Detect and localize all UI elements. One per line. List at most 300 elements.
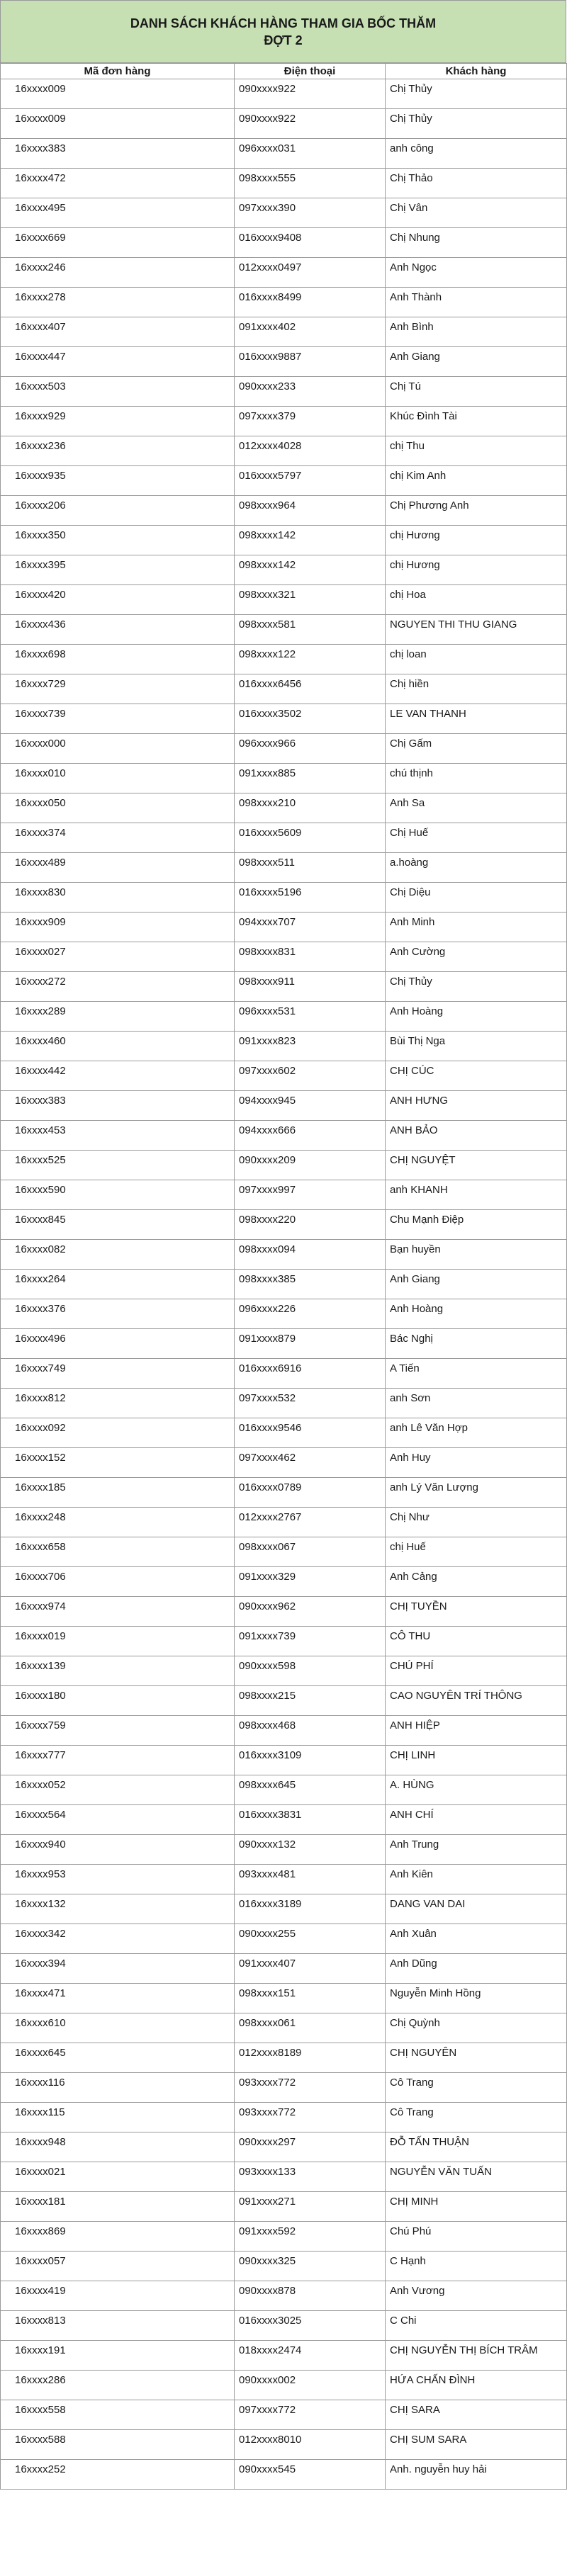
order-code-cell[interactable]: 16xxxx830	[1, 883, 235, 913]
customer-name-cell[interactable]: NGUYEN THI THU GIANG	[386, 615, 567, 645]
customer-name-cell[interactable]: chị Huế	[386, 1537, 567, 1567]
table-row	[1, 288, 567, 317]
order-code-cell[interactable]: 16xxxx009	[1, 79, 235, 109]
customer-table	[0, 63, 567, 2490]
customer-name-cell[interactable]: Chị Thủy	[386, 972, 567, 1002]
table-row	[1, 1002, 567, 1032]
table-body	[1, 79, 567, 2490]
phone-cell[interactable]: 097xxxx462	[235, 1448, 386, 1478]
order-code-cell[interactable]: 16xxxx442	[1, 1061, 235, 1091]
phone-cell[interactable]: 091xxxx879	[235, 1329, 386, 1359]
customer-name-cell[interactable]: Cô Trang	[386, 2073, 567, 2103]
header-phone: Điện thoại	[235, 64, 386, 79]
phone-cell[interactable]: 096xxxx226	[235, 1299, 386, 1329]
phone-cell[interactable]: 016xxxx9546	[235, 1418, 386, 1448]
customer-name-cell[interactable]: Chị Phương Anh	[386, 496, 567, 526]
customer-name-cell[interactable]: chị Thu	[386, 436, 567, 466]
phone-cell[interactable]: 090xxxx922	[235, 109, 386, 139]
order-code-cell[interactable]: 16xxxx948	[1, 2132, 235, 2162]
order-code-cell[interactable]: 16xxxx021	[1, 2162, 235, 2192]
header-order-code: Mã đơn hàng	[1, 64, 235, 79]
order-code-cell[interactable]: 16xxxx027	[1, 942, 235, 972]
phone-cell[interactable]: 012xxxx2767	[235, 1508, 386, 1537]
customer-name-cell[interactable]: CHỊ MINH	[386, 2192, 567, 2222]
customer-name-cell[interactable]: Anh Cường	[386, 942, 567, 972]
customer-name-cell[interactable]: Anh Trung	[386, 1835, 567, 1865]
table-row	[1, 1686, 567, 1716]
order-code-cell[interactable]: 16xxxx564	[1, 1805, 235, 1835]
order-code-cell[interactable]: 16xxxx236	[1, 436, 235, 466]
order-code-cell[interactable]: 16xxxx376	[1, 1299, 235, 1329]
phone-cell[interactable]: 012xxxx4028	[235, 436, 386, 466]
customer-name-cell[interactable]: Cô Trang	[386, 2103, 567, 2132]
order-code-cell[interactable]: 16xxxx052	[1, 1775, 235, 1805]
order-code-cell[interactable]: 16xxxx278	[1, 288, 235, 317]
customer-name-cell[interactable]: LE VAN THANH	[386, 704, 567, 734]
customer-name-cell[interactable]: A. HÙNG	[386, 1775, 567, 1805]
order-code-cell[interactable]: 16xxxx272	[1, 972, 235, 1002]
customer-name-cell[interactable]: Chị Diệu	[386, 883, 567, 913]
table-row	[1, 1954, 567, 1984]
order-code-cell[interactable]: 16xxxx558	[1, 2400, 235, 2430]
customer-name-cell[interactable]: ANH HIỆP	[386, 1716, 567, 1746]
phone-cell[interactable]: 098xxxx468	[235, 1716, 386, 1746]
customer-name-cell[interactable]: A Tiến	[386, 1359, 567, 1389]
table-row	[1, 347, 567, 377]
table-row	[1, 2400, 567, 2430]
table-row	[1, 1032, 567, 1061]
customer-name-cell[interactable]: Chị Thủy	[386, 109, 567, 139]
table-row	[1, 2132, 567, 2162]
table-row	[1, 2192, 567, 2222]
table-row	[1, 1984, 567, 2013]
customer-name-cell[interactable]: anh KHANH	[386, 1180, 567, 1210]
phone-cell[interactable]: 093xxxx133	[235, 2162, 386, 2192]
table-row	[1, 1894, 567, 1924]
phone-cell[interactable]: 090xxxx132	[235, 1835, 386, 1865]
table-row	[1, 2430, 567, 2460]
order-code-cell[interactable]: 16xxxx495	[1, 198, 235, 228]
customer-name-cell[interactable]: C Chi	[386, 2311, 567, 2341]
phone-cell[interactable]: 016xxxx5609	[235, 823, 386, 853]
phone-cell[interactable]: 090xxxx922	[235, 79, 386, 109]
order-code-cell[interactable]: 16xxxx590	[1, 1180, 235, 1210]
phone-cell[interactable]: 098xxxx215	[235, 1686, 386, 1716]
customer-name-cell[interactable]: Chú Phú	[386, 2222, 567, 2252]
order-code-cell[interactable]: 16xxxx460	[1, 1032, 235, 1061]
customer-name-cell[interactable]: Chị Thảo	[386, 169, 567, 198]
phone-cell[interactable]: 096xxxx966	[235, 734, 386, 764]
phone-cell[interactable]: 091xxxx885	[235, 764, 386, 793]
order-code-cell[interactable]: 16xxxx264	[1, 1270, 235, 1299]
table-row	[1, 1270, 567, 1299]
order-code-cell[interactable]: 16xxxx394	[1, 1954, 235, 1984]
header-customer: Khách hàng	[386, 64, 567, 79]
phone-cell[interactable]: 091xxxx271	[235, 2192, 386, 2222]
customer-name-cell[interactable]: ĐỖ TẤN THUẬN	[386, 2132, 567, 2162]
customer-name-cell[interactable]: ANH HƯNG	[386, 1091, 567, 1121]
customer-name-cell[interactable]: Chị hiền	[386, 674, 567, 704]
title-line-2: ĐỢT 2	[264, 33, 303, 47]
header-row	[1, 64, 567, 79]
order-code-cell[interactable]: 16xxxx472	[1, 169, 235, 198]
phone-cell[interactable]: 012xxxx0497	[235, 258, 386, 288]
phone-cell[interactable]: 090xxxx545	[235, 2460, 386, 2490]
customer-name-cell[interactable]: CHỊ NGUYÊN	[386, 2043, 567, 2073]
order-code-cell[interactable]: 16xxxx009	[1, 109, 235, 139]
phone-cell[interactable]: 016xxxx6916	[235, 1359, 386, 1389]
table-row	[1, 2252, 567, 2281]
order-code-cell[interactable]: 16xxxx139	[1, 1656, 235, 1686]
phone-cell[interactable]: 016xxxx5196	[235, 883, 386, 913]
order-code-cell[interactable]: 16xxxx729	[1, 674, 235, 704]
customer-name-cell[interactable]: chị loan	[386, 645, 567, 674]
order-code-cell[interactable]: 16xxxx658	[1, 1537, 235, 1567]
order-code-cell[interactable]: 16xxxx436	[1, 615, 235, 645]
phone-cell[interactable]: 090xxxx878	[235, 2281, 386, 2311]
customer-name-cell[interactable]: CHỊ TUYỀN	[386, 1597, 567, 1627]
phone-cell[interactable]: 090xxxx002	[235, 2371, 386, 2400]
phone-cell[interactable]: 016xxxx0789	[235, 1478, 386, 1508]
table-row	[1, 258, 567, 288]
order-code-cell[interactable]: 16xxxx248	[1, 1508, 235, 1537]
phone-cell[interactable]: 098xxxx094	[235, 1240, 386, 1270]
table-row	[1, 317, 567, 347]
order-code-cell[interactable]: 16xxxx019	[1, 1627, 235, 1656]
phone-cell[interactable]: 090xxxx209	[235, 1151, 386, 1180]
customer-name-cell[interactable]: chị Hoa	[386, 585, 567, 615]
customer-name-cell[interactable]: CÔ THU	[386, 1627, 567, 1656]
customer-name-cell[interactable]: CHỊ NGUYỆT	[386, 1151, 567, 1180]
customer-name-cell[interactable]: Chị Nhung	[386, 228, 567, 258]
customer-name-cell[interactable]: Anh Giang	[386, 1270, 567, 1299]
customer-name-cell[interactable]: Anh Cảng	[386, 1567, 567, 1597]
customer-name-cell[interactable]: C Hạnh	[386, 2252, 567, 2281]
phone-cell[interactable]: 091xxxx407	[235, 1954, 386, 1984]
phone-cell[interactable]: 096xxxx531	[235, 1002, 386, 1032]
table-row	[1, 466, 567, 496]
phone-cell[interactable]: 016xxxx9887	[235, 347, 386, 377]
order-code-cell[interactable]: 16xxxx588	[1, 2430, 235, 2460]
phone-cell[interactable]: 098xxxx511	[235, 853, 386, 883]
customer-name-cell[interactable]: Bạn huyền	[386, 1240, 567, 1270]
customer-name-cell[interactable]: chị Hương	[386, 555, 567, 585]
order-code-cell[interactable]: 16xxxx252	[1, 2460, 235, 2490]
table-row	[1, 1508, 567, 1537]
table-row	[1, 1924, 567, 1954]
customer-name-cell[interactable]: anh Sơn	[386, 1389, 567, 1418]
customer-name-cell[interactable]: chị Hương	[386, 526, 567, 555]
table-row	[1, 1567, 567, 1597]
customer-name-cell[interactable]: CHÚ PHÍ	[386, 1656, 567, 1686]
order-code-cell[interactable]: 16xxxx180	[1, 1686, 235, 1716]
phone-cell[interactable]: 098xxxx151	[235, 1984, 386, 2013]
order-code-cell[interactable]: 16xxxx181	[1, 2192, 235, 2222]
phone-cell[interactable]: 097xxxx602	[235, 1061, 386, 1091]
customer-name-cell[interactable]: Chị Quỳnh	[386, 2013, 567, 2043]
table-row	[1, 972, 567, 1002]
order-code-cell[interactable]: 16xxxx057	[1, 2252, 235, 2281]
customer-name-cell[interactable]: CAO NGUYÊN TRÍ THÔNG	[386, 1686, 567, 1716]
customer-name-cell[interactable]: CHỊ NGUYỄN THỊ BÍCH TRÂM	[386, 2341, 567, 2371]
order-code-cell[interactable]: 16xxxx739	[1, 704, 235, 734]
order-code-cell[interactable]: 16xxxx350	[1, 526, 235, 555]
phone-cell[interactable]: 091xxxx329	[235, 1567, 386, 1597]
phone-cell[interactable]: 016xxxx3502	[235, 704, 386, 734]
customer-name-cell[interactable]: anh công	[386, 139, 567, 169]
table-row	[1, 1537, 567, 1567]
customer-name-cell[interactable]: DANG VAN DAI	[386, 1894, 567, 1924]
table-row	[1, 2073, 567, 2103]
table-row	[1, 1121, 567, 1151]
customer-name-cell[interactable]: Anh Thành	[386, 288, 567, 317]
order-code-cell[interactable]: 16xxxx116	[1, 2073, 235, 2103]
order-code-cell[interactable]: 16xxxx185	[1, 1478, 235, 1508]
customer-name-cell[interactable]: ANH BẢO	[386, 1121, 567, 1151]
table-row	[1, 2460, 567, 2490]
customer-name-cell[interactable]: Anh Dũng	[386, 1954, 567, 1984]
order-code-cell[interactable]: 16xxxx496	[1, 1329, 235, 1359]
phone-cell[interactable]: 097xxxx379	[235, 407, 386, 436]
customer-name-cell[interactable]: Chị Tú	[386, 377, 567, 407]
order-code-cell[interactable]: 16xxxx669	[1, 228, 235, 258]
table-row	[1, 1240, 567, 1270]
phone-cell[interactable]: 090xxxx598	[235, 1656, 386, 1686]
customer-name-cell[interactable]: HỨA CHẤN ĐÌNH	[386, 2371, 567, 2400]
table-row	[1, 1061, 567, 1091]
order-code-cell[interactable]: 16xxxx206	[1, 496, 235, 526]
customer-name-cell[interactable]: Chị Thủy	[386, 79, 567, 109]
order-code-cell[interactable]: 16xxxx940	[1, 1835, 235, 1865]
table-row	[1, 79, 567, 109]
order-code-cell[interactable]: 16xxxx525	[1, 1151, 235, 1180]
phone-cell[interactable]: 090xxxx233	[235, 377, 386, 407]
customer-name-cell[interactable]: chú thịnh	[386, 764, 567, 793]
customer-name-cell[interactable]: Bùi Thị Nga	[386, 1032, 567, 1061]
table-row	[1, 139, 567, 169]
phone-cell[interactable]: 016xxxx3025	[235, 2311, 386, 2341]
table-row	[1, 1299, 567, 1329]
table-row	[1, 942, 567, 972]
order-code-cell[interactable]: 16xxxx503	[1, 377, 235, 407]
table-row	[1, 496, 567, 526]
table-row	[1, 1656, 567, 1686]
order-code-cell[interactable]: 16xxxx010	[1, 764, 235, 793]
phone-cell[interactable]: 098xxxx911	[235, 972, 386, 1002]
order-code-cell[interactable]: 16xxxx050	[1, 793, 235, 823]
customer-name-cell[interactable]: NGUYỄN VĂN TUẤN	[386, 2162, 567, 2192]
customer-name-cell[interactable]: Chu Mạnh Điệp	[386, 1210, 567, 1240]
phone-cell[interactable]: 093xxxx481	[235, 1865, 386, 1894]
order-code-cell[interactable]: 16xxxx407	[1, 317, 235, 347]
order-code-cell[interactable]: 16xxxx974	[1, 1597, 235, 1627]
table-row	[1, 2222, 567, 2252]
phone-cell[interactable]: 098xxxx964	[235, 496, 386, 526]
order-code-cell[interactable]: 16xxxx610	[1, 2013, 235, 2043]
table-row	[1, 2162, 567, 2192]
order-code-cell[interactable]: 16xxxx909	[1, 913, 235, 942]
order-code-cell[interactable]: 16xxxx132	[1, 1894, 235, 1924]
phone-cell[interactable]: 098xxxx142	[235, 526, 386, 555]
table-row	[1, 1775, 567, 1805]
table-row	[1, 1597, 567, 1627]
table-row	[1, 1478, 567, 1508]
table-row	[1, 407, 567, 436]
phone-cell[interactable]: 091xxxx402	[235, 317, 386, 347]
phone-cell[interactable]: 098xxxx321	[235, 585, 386, 615]
order-code-cell[interactable]: 16xxxx845	[1, 1210, 235, 1240]
customer-name-cell[interactable]: Anh Minh	[386, 913, 567, 942]
phone-cell[interactable]: 098xxxx067	[235, 1537, 386, 1567]
phone-cell[interactable]: 096xxxx031	[235, 139, 386, 169]
customer-name-cell[interactable]: Chị Huế	[386, 823, 567, 853]
phone-cell[interactable]: 091xxxx592	[235, 2222, 386, 2252]
customer-name-cell[interactable]: CHỊ SUM SARA	[386, 2430, 567, 2460]
order-code-cell[interactable]: 16xxxx000	[1, 734, 235, 764]
customer-name-cell[interactable]: Bác Nghị	[386, 1329, 567, 1359]
order-code-cell[interactable]: 16xxxx447	[1, 347, 235, 377]
customer-name-cell[interactable]: anh Lê Văn Hợp	[386, 1418, 567, 1448]
order-code-cell[interactable]: 16xxxx374	[1, 823, 235, 853]
order-code-cell[interactable]: 16xxxx383	[1, 1091, 235, 1121]
order-code-cell[interactable]: 16xxxx698	[1, 645, 235, 674]
phone-cell[interactable]: 094xxxx707	[235, 913, 386, 942]
order-code-cell[interactable]: 16xxxx759	[1, 1716, 235, 1746]
customer-name-cell[interactable]: Chị Gấm	[386, 734, 567, 764]
phone-cell[interactable]: 097xxxx772	[235, 2400, 386, 2430]
customer-name-cell[interactable]: Anh Huy	[386, 1448, 567, 1478]
table-row	[1, 645, 567, 674]
phone-cell[interactable]: 016xxxx6456	[235, 674, 386, 704]
phone-cell[interactable]: 097xxxx532	[235, 1389, 386, 1418]
order-code-cell[interactable]: 16xxxx777	[1, 1746, 235, 1775]
order-code-cell[interactable]: 16xxxx471	[1, 1984, 235, 2013]
phone-cell[interactable]: 098xxxx122	[235, 645, 386, 674]
phone-cell[interactable]: 097xxxx997	[235, 1180, 386, 1210]
phone-cell[interactable]: 090xxxx962	[235, 1597, 386, 1627]
customer-name-cell[interactable]: Anh Bình	[386, 317, 567, 347]
customer-name-cell[interactable]: Chị Vân	[386, 198, 567, 228]
table-row	[1, 2371, 567, 2400]
phone-cell[interactable]: 094xxxx945	[235, 1091, 386, 1121]
table-row	[1, 853, 567, 883]
phone-cell[interactable]: 090xxxx255	[235, 1924, 386, 1954]
phone-cell[interactable]: 016xxxx3189	[235, 1894, 386, 1924]
phone-cell[interactable]: 016xxxx5797	[235, 466, 386, 496]
order-code-cell[interactable]: 16xxxx645	[1, 2043, 235, 2073]
customer-name-cell[interactable]: Khúc Đình Tài	[386, 407, 567, 436]
order-code-cell[interactable]: 16xxxx706	[1, 1567, 235, 1597]
order-code-cell[interactable]: 16xxxx489	[1, 853, 235, 883]
table-row	[1, 1359, 567, 1389]
order-code-cell[interactable]: 16xxxx286	[1, 2371, 235, 2400]
phone-cell[interactable]: 016xxxx3109	[235, 1746, 386, 1775]
table-row	[1, 228, 567, 258]
table-row	[1, 1448, 567, 1478]
customer-name-cell[interactable]: Anh Xuân	[386, 1924, 567, 1954]
phone-cell[interactable]: 098xxxx645	[235, 1775, 386, 1805]
phone-cell[interactable]: 091xxxx823	[235, 1032, 386, 1061]
order-code-cell[interactable]: 16xxxx953	[1, 1865, 235, 1894]
table-row	[1, 585, 567, 615]
customer-name-cell[interactable]: anh Lý Văn Lượng	[386, 1478, 567, 1508]
customer-name-cell[interactable]: Anh Hoàng	[386, 1299, 567, 1329]
table-row	[1, 704, 567, 734]
customer-name-cell[interactable]: a.hoàng	[386, 853, 567, 883]
order-code-cell[interactable]: 16xxxx812	[1, 1389, 235, 1418]
phone-cell[interactable]: 097xxxx390	[235, 198, 386, 228]
customer-name-cell[interactable]: ANH CHÍ	[386, 1805, 567, 1835]
customer-name-cell[interactable]: Chị Như	[386, 1508, 567, 1537]
order-code-cell[interactable]: 16xxxx453	[1, 1121, 235, 1151]
customer-name-cell[interactable]: Anh Giang	[386, 347, 567, 377]
phone-cell[interactable]: 016xxxx9408	[235, 228, 386, 258]
order-code-cell[interactable]: 16xxxx082	[1, 1240, 235, 1270]
customer-name-cell[interactable]: Anh Kiên	[386, 1865, 567, 1894]
customer-name-cell[interactable]: Anh. nguyễn huy hải	[386, 2460, 567, 2490]
customer-name-cell[interactable]: Anh Vương	[386, 2281, 567, 2311]
customer-name-cell[interactable]: CHỊ SARA	[386, 2400, 567, 2430]
order-code-cell[interactable]: 16xxxx383	[1, 139, 235, 169]
customer-name-cell[interactable]: chị Kim Anh	[386, 466, 567, 496]
phone-cell[interactable]: 098xxxx555	[235, 169, 386, 198]
phone-cell[interactable]: 093xxxx772	[235, 2103, 386, 2132]
phone-cell[interactable]: 090xxxx325	[235, 2252, 386, 2281]
phone-cell[interactable]: 093xxxx772	[235, 2073, 386, 2103]
phone-cell[interactable]: 098xxxx385	[235, 1270, 386, 1299]
order-code-cell[interactable]: 16xxxx813	[1, 2311, 235, 2341]
phone-cell[interactable]: 098xxxx581	[235, 615, 386, 645]
order-code-cell[interactable]: 16xxxx246	[1, 258, 235, 288]
order-code-cell[interactable]: 16xxxx929	[1, 407, 235, 436]
order-code-cell[interactable]: 16xxxx935	[1, 466, 235, 496]
phone-cell[interactable]: 094xxxx666	[235, 1121, 386, 1151]
order-code-cell[interactable]: 16xxxx092	[1, 1418, 235, 1448]
order-code-cell[interactable]: 16xxxx749	[1, 1359, 235, 1389]
phone-cell[interactable]: 012xxxx8189	[235, 2043, 386, 2073]
customer-name-cell[interactable]: Anh Hoàng	[386, 1002, 567, 1032]
order-code-cell[interactable]: 16xxxx115	[1, 2103, 235, 2132]
customer-name-cell[interactable]: Anh Ngọc	[386, 258, 567, 288]
phone-cell[interactable]: 012xxxx8010	[235, 2430, 386, 2460]
phone-cell[interactable]: 098xxxx061	[235, 2013, 386, 2043]
table-row	[1, 1329, 567, 1359]
order-code-cell[interactable]: 16xxxx191	[1, 2341, 235, 2371]
phone-cell[interactable]: 090xxxx297	[235, 2132, 386, 2162]
phone-cell[interactable]: 016xxxx8499	[235, 288, 386, 317]
order-code-cell[interactable]: 16xxxx289	[1, 1002, 235, 1032]
phone-cell[interactable]: 018xxxx2474	[235, 2341, 386, 2371]
table-row	[1, 615, 567, 645]
phone-cell[interactable]: 098xxxx220	[235, 1210, 386, 1240]
phone-cell[interactable]: 098xxxx210	[235, 793, 386, 823]
phone-cell[interactable]: 098xxxx831	[235, 942, 386, 972]
customer-name-cell[interactable]: Nguyễn Minh Hồng	[386, 1984, 567, 2013]
customer-name-cell[interactable]: CHỊ LINH	[386, 1746, 567, 1775]
phone-cell[interactable]: 016xxxx3831	[235, 1805, 386, 1835]
order-code-cell[interactable]: 16xxxx342	[1, 1924, 235, 1954]
order-code-cell[interactable]: 16xxxx869	[1, 2222, 235, 2252]
table-row	[1, 2013, 567, 2043]
phone-cell[interactable]: 091xxxx739	[235, 1627, 386, 1656]
order-code-cell[interactable]: 16xxxx419	[1, 2281, 235, 2311]
customer-name-cell[interactable]: CHỊ CÚC	[386, 1061, 567, 1091]
order-code-cell[interactable]: 16xxxx395	[1, 555, 235, 585]
order-code-cell[interactable]: 16xxxx152	[1, 1448, 235, 1478]
customer-name-cell[interactable]: Anh Sa	[386, 793, 567, 823]
order-code-cell[interactable]: 16xxxx420	[1, 585, 235, 615]
phone-cell[interactable]: 098xxxx142	[235, 555, 386, 585]
